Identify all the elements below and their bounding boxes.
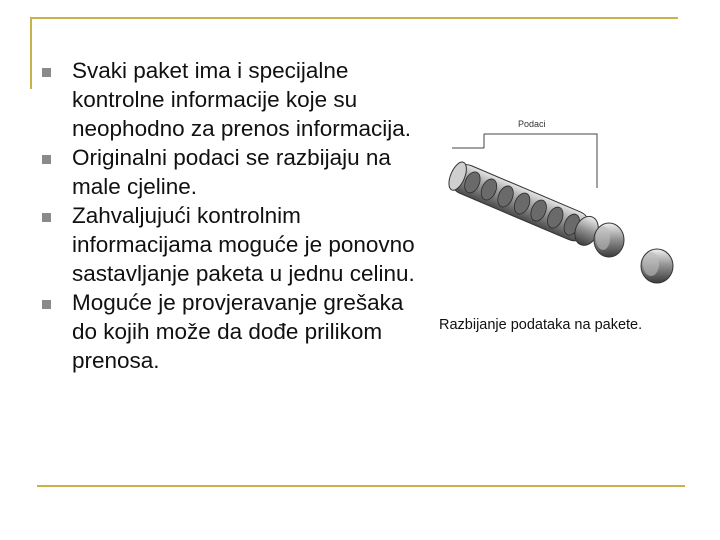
bullet-item xyxy=(42,201,422,288)
square-bullet-icon xyxy=(42,300,51,309)
square-bullet-icon xyxy=(42,213,51,222)
bottom-rule xyxy=(37,485,685,487)
bullet-list xyxy=(42,56,422,375)
data-cylinder-illustration xyxy=(440,108,710,308)
bullet-text: Svaki paket ima i specijalne kontrolne informacije koje su neophodno za prenos informacija. xyxy=(72,58,411,141)
bullet-item xyxy=(42,288,422,375)
top-rule xyxy=(30,17,678,19)
packet-disk xyxy=(594,223,624,257)
data-label: Podaci xyxy=(518,119,546,129)
figure-caption: Razbijanje podataka na pakete. xyxy=(439,317,643,333)
data-tube xyxy=(445,160,602,249)
packet-disk xyxy=(641,249,673,283)
bullet-item xyxy=(42,56,422,143)
square-bullet-icon xyxy=(42,155,51,164)
left-rule xyxy=(30,17,32,89)
bullet-text: Moguće je provjeravanje grešaka do kojih može da dođe prilikom prenosa. xyxy=(72,290,404,373)
bullet-text: Zahvaljujući kontrolnim informacijama moguće je ponovno sastavljanje paketa u jednu celinu. xyxy=(72,203,415,286)
bullet-text: Originalni podaci se razbijaju na male cjeline. xyxy=(72,145,391,199)
square-bullet-icon xyxy=(42,68,51,77)
bullet-item xyxy=(42,143,422,201)
packet-illustration xyxy=(440,108,710,308)
